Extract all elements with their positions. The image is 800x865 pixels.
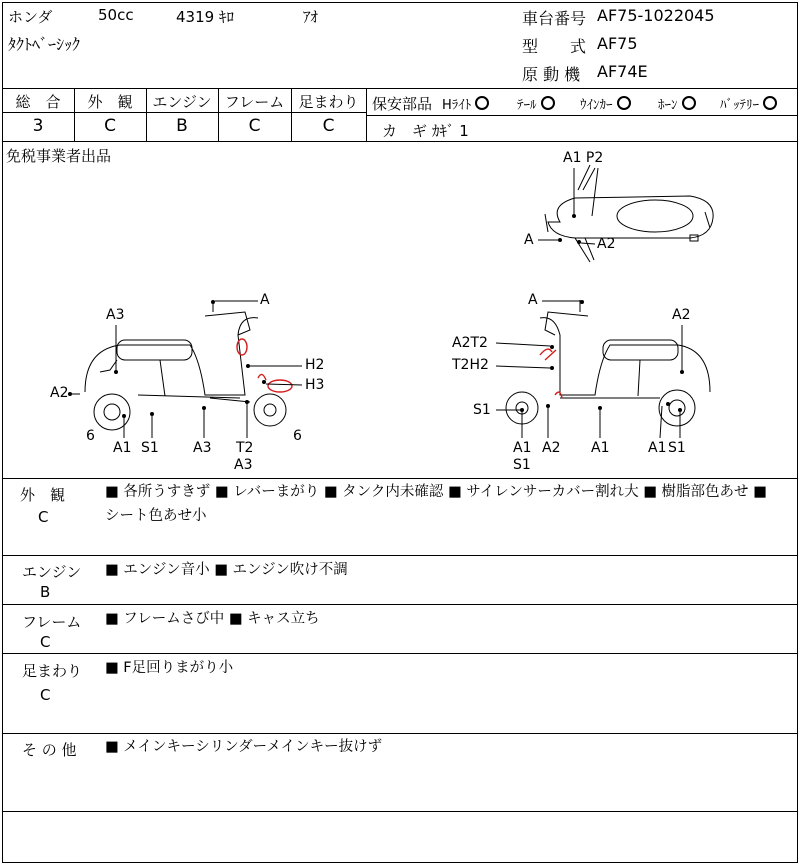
safety-item-tail: ﾃｰﾙ xyxy=(517,94,555,113)
marker-dots xyxy=(68,214,684,418)
check-circle-icon xyxy=(475,96,489,110)
key-label: カ ギ xyxy=(382,122,428,140)
safety-item-winker: ｳｲﾝｶｰ xyxy=(580,94,631,113)
grade-header-overall: 総 合 xyxy=(15,93,61,111)
chassis-number: AF75-1022045 xyxy=(597,6,715,25)
divider xyxy=(2,88,798,89)
check-circle-icon xyxy=(682,96,696,110)
chassis-label: 車台番号 xyxy=(522,9,587,28)
diagram-label: A xyxy=(528,292,538,308)
detail-exterior-line: シート色あせ小 xyxy=(105,508,207,524)
detail-exterior-line: ■ 各所うすきず ■ レバーまがり ■ タンク内未確認 ■ サイレンサーカバー割れ大 ■ 樹脂部色あせ ■ xyxy=(105,484,767,500)
check-circle-icon xyxy=(541,96,555,110)
diagram-label: S1 xyxy=(668,440,686,456)
tax-note: 免税事業者出品 xyxy=(6,147,112,165)
diagram-label: A3 xyxy=(234,457,253,473)
diagram-label: A3 xyxy=(193,440,212,456)
divider xyxy=(366,88,367,141)
diagram-label: A2 xyxy=(50,385,69,401)
divider xyxy=(2,555,798,556)
diagram-label: A2 xyxy=(542,440,561,456)
mileage: 4319 ｷﾛ xyxy=(176,8,234,26)
diagram-label: A xyxy=(260,292,270,308)
diagram-label: A2 xyxy=(597,236,616,252)
displacement: 50cc xyxy=(98,6,134,24)
detail-suspension-label: 足まわり xyxy=(22,662,83,680)
grade-header-exterior: 外 観 xyxy=(87,93,133,111)
diagram-label: A xyxy=(524,232,534,248)
diagram-label: 6 xyxy=(86,428,95,444)
detail-frame-grade: C xyxy=(40,633,51,651)
safety-item-horn: ﾎｰﾝ xyxy=(658,94,696,113)
grade-engine: B xyxy=(176,116,188,136)
diagram-label: A1 xyxy=(648,440,667,456)
detail-other-label: そ の 他 xyxy=(22,741,77,759)
diagram-label: H3 xyxy=(305,377,325,393)
detail-engine-label: エンジン xyxy=(22,563,82,581)
engine-value: AF74E xyxy=(597,62,648,81)
engine-label: 原 動 機 xyxy=(522,65,581,84)
detail-engine-line: ■ エンジン音小 ■ エンジン吹け不調 xyxy=(105,562,348,578)
detail-exterior-label: 外 観 xyxy=(20,486,66,504)
divider xyxy=(2,112,367,113)
diagram-label: A1 xyxy=(113,440,132,456)
grade-exterior: C xyxy=(104,116,116,136)
safety-label: 保安部品 xyxy=(372,95,433,113)
top-view-scooter xyxy=(545,165,713,262)
detail-frame-line: ■ フレームさび中 ■ キャス立ち xyxy=(105,611,320,627)
divider xyxy=(2,604,798,605)
divider xyxy=(2,811,798,812)
diagram-label: 6 xyxy=(293,428,302,444)
diagram-label: T2H2 xyxy=(452,357,489,373)
diagram-label: S1 xyxy=(141,440,159,456)
diagram-label: A1 P2 xyxy=(563,150,604,166)
diagram-label: A1 xyxy=(513,440,532,456)
detail-frame-label: フレーム xyxy=(22,613,82,631)
damage-marks xyxy=(237,339,562,398)
diagram-label: A3 xyxy=(106,307,125,323)
diagram-label: H2 xyxy=(305,357,325,373)
diagram-label: S1 xyxy=(473,402,491,418)
diagram-label: A1 xyxy=(591,440,610,456)
grade-frame: C xyxy=(248,116,261,136)
grade-header-frame: フレーム xyxy=(224,93,285,111)
grade-overall: 3 xyxy=(32,116,44,136)
divider xyxy=(367,115,798,116)
type-label: 型 式 xyxy=(522,37,587,56)
detail-engine-grade: B xyxy=(40,583,51,601)
divider xyxy=(2,733,798,734)
diagram-label: A2 xyxy=(672,307,691,323)
safety-item-headlight: Hﾗｲﾄ xyxy=(442,94,489,113)
grade-header-suspension: 足まわり xyxy=(298,93,359,111)
type-value: AF75 xyxy=(597,34,638,53)
diagram-label: S1 xyxy=(513,457,531,473)
safety-item-battery: ﾊﾞｯﾃﾘｰ xyxy=(720,94,777,113)
maker: ホンダ xyxy=(8,8,53,26)
divider xyxy=(2,478,798,479)
detail-exterior-grade: C xyxy=(38,508,49,526)
grade-suspension: C xyxy=(322,116,335,136)
detail-suspension-line: ■ F足回りまがり小 xyxy=(105,660,234,676)
diagram-label: A2T2 xyxy=(452,335,488,351)
color: ｱｵ xyxy=(303,8,319,26)
grade-header-engine: エンジン xyxy=(152,93,212,111)
check-circle-icon xyxy=(617,96,631,110)
model-name: ﾀｸﾄﾍﾞｰｼｯｸ xyxy=(8,35,81,54)
detail-other-line: ■ メインキーシリンダーメインキー抜けず xyxy=(105,739,383,755)
divider xyxy=(2,653,798,654)
key-value: ｶｷﾞ 1 xyxy=(432,122,469,140)
detail-suspension-grade: C xyxy=(40,686,51,704)
diagram-label: T2 xyxy=(236,440,254,456)
check-circle-icon xyxy=(763,96,777,110)
